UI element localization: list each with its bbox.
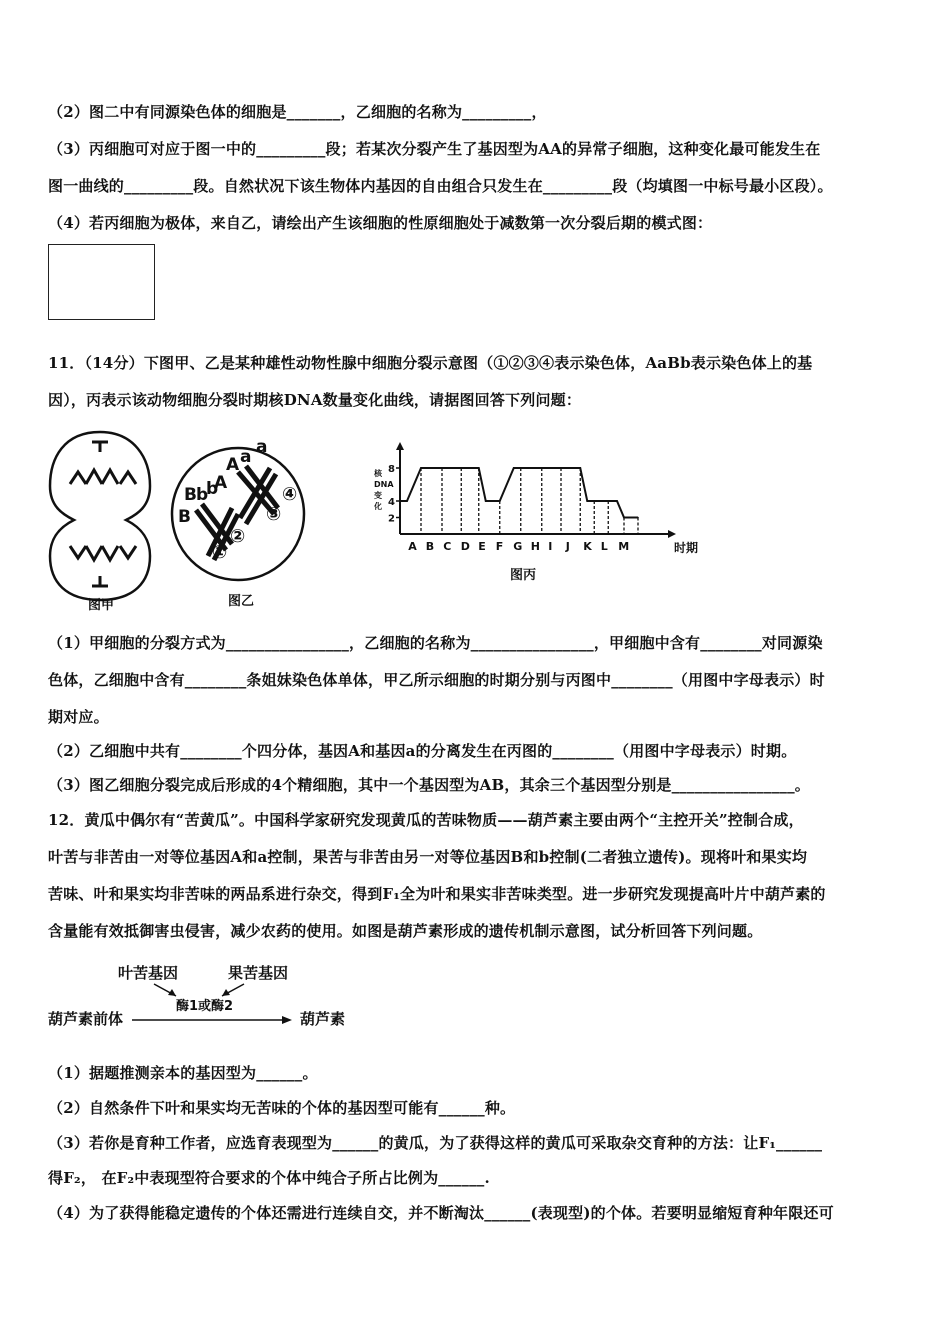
- q12-para-line1: 12．黄瓜中偶尔有“苦黄瓜”。中国科学家研究发现黄瓜的苦味物质——葫芦素主要由两个“主控开关”控制合成，: [48, 811, 804, 829]
- chromosome-4: ④: [282, 484, 298, 505]
- q12-part2: （2）自然条件下叶和果实均无苦味的个体的基因型可能有______种。: [48, 1099, 516, 1117]
- q12-part4: （4）为了获得能稳定遗传的个体还需进行连续自交，并不断淘汰______(表现型)的个体。若要明显缩短育种年限还可: [48, 1204, 834, 1222]
- chart-y-tick-label-1: 4: [388, 497, 395, 508]
- chromosome-1: ①: [212, 542, 228, 563]
- chart-series-line: [400, 468, 638, 518]
- drawing-answer-box[interactable]: [48, 244, 155, 320]
- chart-x-tick-label-A: A: [408, 540, 417, 553]
- chart-x-tick-label-D: D: [460, 540, 470, 553]
- chart-x-tick-label-K: K: [583, 540, 592, 553]
- q11-part1-line3: 期对应。: [48, 708, 109, 726]
- chart-y-label-2: DNA: [374, 480, 394, 489]
- gene-label-1: A: [226, 455, 240, 475]
- q12-para-line4: 含量能有效抵御害虫侵害，减少农药的使用。如图是葫芦素形成的遗传机制示意图，试分析回答下列问题。: [48, 922, 763, 940]
- q12-part3-line2: 得F₂， 在F₂中表现型符合要求的个体中纯合子所占比例为______.: [48, 1169, 490, 1187]
- chart-point-11: [623, 517, 625, 519]
- chart-x-tick-label-B: B: [425, 540, 435, 553]
- figure-yi: [166, 428, 316, 610]
- figure-yi-label: 图乙: [228, 594, 255, 609]
- chart-x-tick-label-M: M: [618, 540, 630, 553]
- chart-x-tick-label-C: C: [443, 540, 452, 553]
- chart-y-label-3: 变: [374, 491, 382, 500]
- figure-jia-label: 图甲: [88, 598, 115, 613]
- q11-part2: （2）乙细胞中共有________个四分体，基因A和基因a的分离发生在丙图的________（用图中字母表示）时期。: [48, 742, 797, 760]
- q12-para-line3: 苦味、叶和果实均非苦味的两品系进行杂交，得到F₁全为叶和果实非苦味类型。进一步研究发现提高叶片中葫芦素的: [48, 885, 826, 903]
- chromosome-2: ②: [230, 526, 246, 547]
- chart-x-axis-label: 时期: [674, 541, 699, 555]
- chart-y-tick-label-2: 8: [388, 464, 395, 475]
- gene-label-7: b: [206, 479, 219, 499]
- chart-point-10: [616, 500, 618, 502]
- q12-part3-line1: （3）若你是育种工作者，应选育表现型为______的黄瓜，为了获得这样的黄瓜可采取杂交育种的方法：让F₁______: [48, 1134, 823, 1152]
- chart-x-tick-label-J: J: [565, 540, 570, 553]
- q10-part3-line1: （3）丙细胞可对应于图一中的_________段；若某次分裂产生了基因型为AA的异常子细胞，这种变化最可能发生在: [48, 140, 821, 158]
- chart-point-7: [527, 467, 529, 469]
- chart-y-label-4: 化: [374, 502, 382, 511]
- chart-point-0: [399, 500, 401, 502]
- chart-title: 图丙: [510, 568, 537, 583]
- gene-label-2: a: [240, 447, 252, 467]
- q11-part3: （3）图乙细胞分裂完成后形成的4个精细胞，其中一个基因型为AB，其余三个基因型分别是________________。: [48, 776, 810, 794]
- chart-point-9: [586, 500, 588, 502]
- diagram-enzyme: 酶1或酶2: [176, 999, 234, 1014]
- chart-x-arrow: [668, 530, 676, 538]
- chart-x-tick-label-F: F: [495, 540, 504, 553]
- chromosome-3: ③: [266, 504, 282, 525]
- figure-bing-chart: [364, 438, 699, 588]
- diagram-fruit-bitter-gene: 果苦基因: [228, 964, 289, 982]
- chart-x-tick-label-H: H: [530, 540, 540, 553]
- gene-label-6: b: [196, 485, 209, 505]
- diagram-leaf-bitter-gene: 叶苦基因: [118, 964, 179, 982]
- gene-label-8: B: [178, 507, 191, 527]
- chart-point-3: [478, 467, 480, 469]
- gene-label-5: B: [184, 485, 197, 505]
- chart-x-tick-label-G: G: [513, 540, 523, 553]
- chart-point-6: [513, 467, 515, 469]
- chart-y-arrow: [396, 442, 404, 450]
- q12-part1: （1）据题推测亲本的基因型为______。: [48, 1064, 318, 1082]
- figure-jia: [44, 428, 156, 613]
- chart-point-12: [637, 517, 639, 519]
- chart-x-tick-label-I: I: [548, 540, 553, 553]
- mechanism-diagram: [44, 958, 374, 1033]
- chart-x-tick-label-L: L: [600, 540, 608, 553]
- chart-x-tick-label-E: E: [478, 540, 486, 553]
- q11-intro-line2: 因），丙表示该动物细胞分裂时期核DNA数量变化曲线，请据图回答下列问题：: [48, 391, 582, 409]
- diagram-precursor: 葫芦素前体: [48, 1010, 124, 1028]
- chart-y-label-1: 核: [374, 469, 382, 478]
- chart-point-2: [420, 467, 422, 469]
- q12-para-line2: 叶苦与非苦由一对等位基因A和a控制，果苦与非苦由另一对等位基因B和b控制(二者独立遗传)。现将叶和果实均: [48, 848, 808, 866]
- chart-y-tick-label-0: 2: [388, 513, 395, 525]
- q10-part3-line2: 图一曲线的_________段。自然状况下该生物体内基因的自由组合只发生在_________段（均填图一中标号最小区段）。: [48, 177, 833, 195]
- chart-point-5: [499, 500, 501, 502]
- gene-label-3: a: [256, 437, 268, 457]
- diagram-product: 葫芦素: [300, 1010, 346, 1028]
- chart-point-1: [406, 500, 408, 502]
- chart-point-4: [485, 500, 487, 502]
- q11-part1-line2: 色体，乙细胞中含有________条姐妹染色体单体，甲乙所示细胞的时期分别与丙图中________（用图中字母表示）时: [48, 671, 825, 689]
- gene-label-4: A: [214, 473, 228, 493]
- q10-part2: （2）图二中有同源染色体的细胞是_______，乙细胞的名称为_________，: [48, 103, 547, 121]
- q11-part1-line1: （1）甲细胞的分裂方式为________________，乙细胞的名称为________________，甲细胞中含有________对同源染: [48, 634, 823, 652]
- q11-intro-line1: 11．（14分）下图甲、乙是某种雄性动物性腺中细胞分裂示意图（①②③④表示染色体，AaBb表示染色体上的基: [48, 354, 813, 372]
- q10-part4: （4）若丙细胞为极体，来自乙，请绘出产生该细胞的性原细胞处于减数第一次分裂后期的模式图：: [48, 214, 713, 232]
- chart-point-8: [579, 467, 581, 469]
